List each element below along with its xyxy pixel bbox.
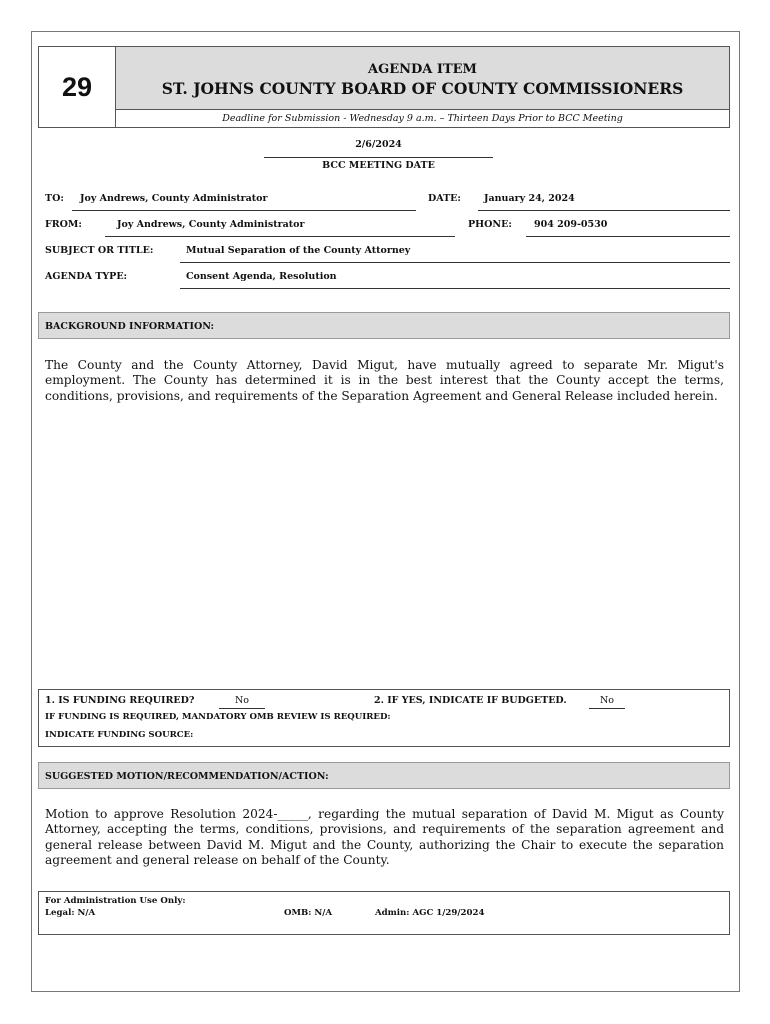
date-value: January 24, 2024 <box>484 193 575 204</box>
agenda-type-underline <box>180 288 730 289</box>
deadline-text: Deadline for Submission - Wednesday 9 a.m. – Thirteen Days Prior to BCC Meeting <box>222 113 623 124</box>
agenda-type-label: AGENDA TYPE: <box>45 271 128 282</box>
to-value: Joy Andrews, County Administrator <box>80 193 268 204</box>
phone-value: 904 209-0530 <box>534 219 608 230</box>
from-value: Joy Andrews, County Administrator <box>117 219 305 230</box>
header-title-block <box>116 47 729 110</box>
meeting-date-underline <box>264 157 493 158</box>
subject-label: SUBJECT OR TITLE: <box>45 245 154 256</box>
funding-q1-underline <box>219 708 265 709</box>
title-line-2: ST. JOHNS COUNTY BOARD OF COUNTY COMMISSIONERS <box>161 79 684 98</box>
funding-q1-label: 1. IS FUNDING REQUIRED? <box>45 695 195 706</box>
funding-q2-value: No <box>599 695 615 706</box>
from-label: FROM: <box>45 219 82 230</box>
admin-legal: Legal: N/A <box>45 908 96 918</box>
to-label: TO: <box>45 193 64 204</box>
motion-heading: SUGGESTED MOTION/RECOMMENDATION/ACTION: <box>38 762 730 789</box>
background-heading: BACKGROUND INFORMATION: <box>38 312 730 339</box>
title-line-1: AGENDA ITEM <box>368 62 477 77</box>
motion-text: Motion to approve Resolution 2024-_____, regarding the mutual separation of David M. Migut as County Attorney, accepting the terms, conditions, provisions, and requirements of the separation agreement and general release between David M. Migut and the County, authorizing the Chair to execute the separation agreement and general release on behalf of the County. <box>45 807 724 867</box>
from-underline <box>105 236 455 237</box>
funding-q2-label: 2. IF YES, INDICATE IF BUDGETED. <box>374 695 567 706</box>
subject-underline <box>180 262 730 263</box>
admin-approval: Admin: AGC 1/29/2024 <box>375 908 485 918</box>
funding-source-label: INDICATE FUNDING SOURCE: <box>45 730 194 740</box>
admin-omb: OMB: N/A <box>284 908 333 918</box>
funding-q1-value: No <box>234 695 250 706</box>
phone-label: PHONE: <box>468 219 512 230</box>
item-number: 29 <box>39 47 116 127</box>
meeting-date-label: BCC MEETING DATE <box>322 160 435 171</box>
phone-underline <box>526 236 730 237</box>
funding-q2-underline <box>589 708 625 709</box>
admin-box <box>38 891 730 935</box>
subject-value: Mutual Separation of the County Attorney <box>186 245 411 256</box>
agenda-type-value: Consent Agenda, Resolution <box>186 271 337 282</box>
meeting-date: 2/6/2024 <box>355 139 402 150</box>
date-label: DATE: <box>428 193 461 204</box>
date-underline <box>478 210 730 211</box>
funding-box <box>38 689 730 747</box>
admin-heading: For Administration Use Only: <box>45 896 186 906</box>
background-text: The County and the County Attorney, David Migut, have mutually agreed to separate Mr. Migut's employment. The County has determined it is in the best interest that the County accept the terms, conditions, provisions, and requirements of the Separation Agreement and General Release included herein. <box>45 358 724 403</box>
to-underline <box>72 210 416 211</box>
agenda-header <box>38 46 730 128</box>
omb-note: IF FUNDING IS REQUIRED, MANDATORY OMB REVIEW IS REQUIRED: <box>45 712 391 722</box>
